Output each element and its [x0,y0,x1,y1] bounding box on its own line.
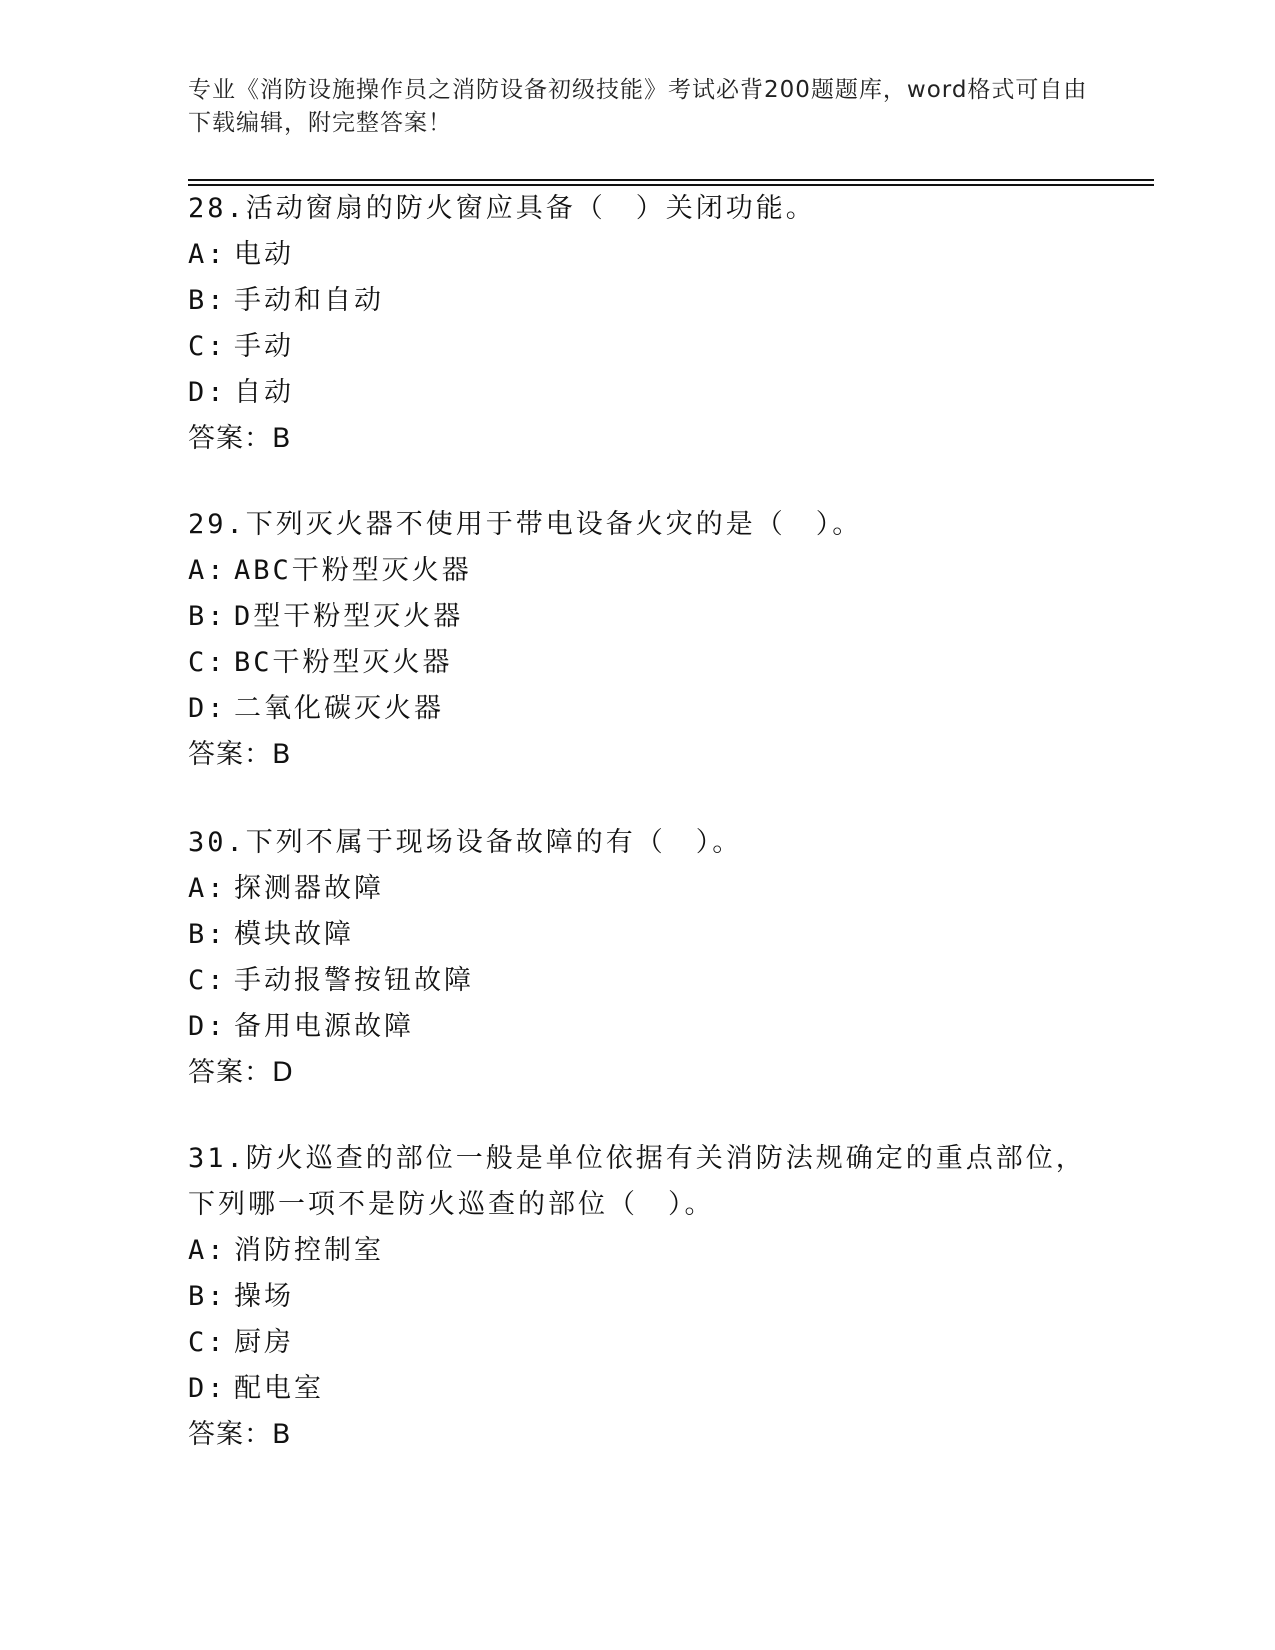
option-text: 手动和自动 [234,285,384,316]
question-stem: 29.下列灭火器不使用于带电设备火灾的是（ ）。 [188,509,863,540]
option-text: 电动 [234,239,294,270]
option-letter: D: [188,1373,227,1404]
answer-line: 答案：D [188,1057,294,1088]
option-letter: C: [188,1327,227,1358]
option-text: 备用电源故障 [234,1011,414,1042]
question-28 [188,186,1088,462]
option-c [188,958,1088,1004]
option-b [188,278,1088,324]
option-a [188,232,1088,278]
option-letter: C: [188,331,227,362]
option-b [188,912,1088,958]
option-text: 配电室 [234,1373,324,1404]
option-text: 消防控制室 [234,1235,384,1266]
option-text: ABC干粉型灭火器 [234,555,472,586]
option-letter: B: [188,285,227,316]
option-letter: D: [188,377,227,408]
answer-line: 答案：B [188,739,292,770]
question-31 [188,1136,1088,1458]
option-text: 操场 [234,1281,294,1312]
option-letter: A: [188,873,227,904]
option-c [188,640,1088,686]
option-text: 探测器故障 [234,873,384,904]
answer-line: 答案：B [188,1419,292,1450]
option-text: 手动 [234,331,294,362]
option-letter: B: [188,919,227,950]
option-a [188,548,1088,594]
question-stem: 31.防火巡查的部位一般是单位依据有关消防法规确定的重点部位，下列哪一项不是防火巡查的部位（ ）。 [188,1143,1086,1220]
option-text: 模块故障 [234,919,354,950]
option-b [188,1274,1088,1320]
option-letter: A: [188,555,227,586]
option-letter: C: [188,647,227,678]
option-text: D型干粉型灭火器 [234,601,464,632]
option-text: 二氧化碳灭火器 [234,693,444,724]
question-30 [188,820,1088,1096]
option-d [188,686,1088,732]
option-b [188,594,1088,640]
option-letter: A: [188,1235,227,1266]
option-text: 自动 [234,377,294,408]
option-text: BC干粉型灭火器 [234,647,453,678]
option-a [188,866,1088,912]
question-29 [188,502,1088,778]
option-d [188,1004,1088,1050]
option-letter: B: [188,601,227,632]
option-text: 厨房 [234,1327,294,1358]
option-letter: A: [188,239,227,270]
option-c [188,324,1088,370]
option-d [188,370,1088,416]
document-header: 专业《消防设施操作员之消防设备初级技能》考试必背200题题库，word格式可自由下载编辑，附完整答案！ [188,77,1088,136]
option-c [188,1320,1088,1366]
question-stem: 30.下列不属于现场设备故障的有（ ）。 [188,827,743,858]
option-a [188,1228,1088,1274]
option-letter: D: [188,1011,227,1042]
answer-line: 答案：B [188,423,292,454]
option-letter: B: [188,1281,227,1312]
option-letter: D: [188,693,227,724]
option-letter: C: [188,965,227,996]
option-d [188,1366,1088,1412]
option-text: 手动报警按钮故障 [234,965,474,996]
header-rule-top [188,179,1154,181]
question-stem: 28.活动窗扇的防火窗应具备（ ）关闭功能。 [188,193,816,224]
